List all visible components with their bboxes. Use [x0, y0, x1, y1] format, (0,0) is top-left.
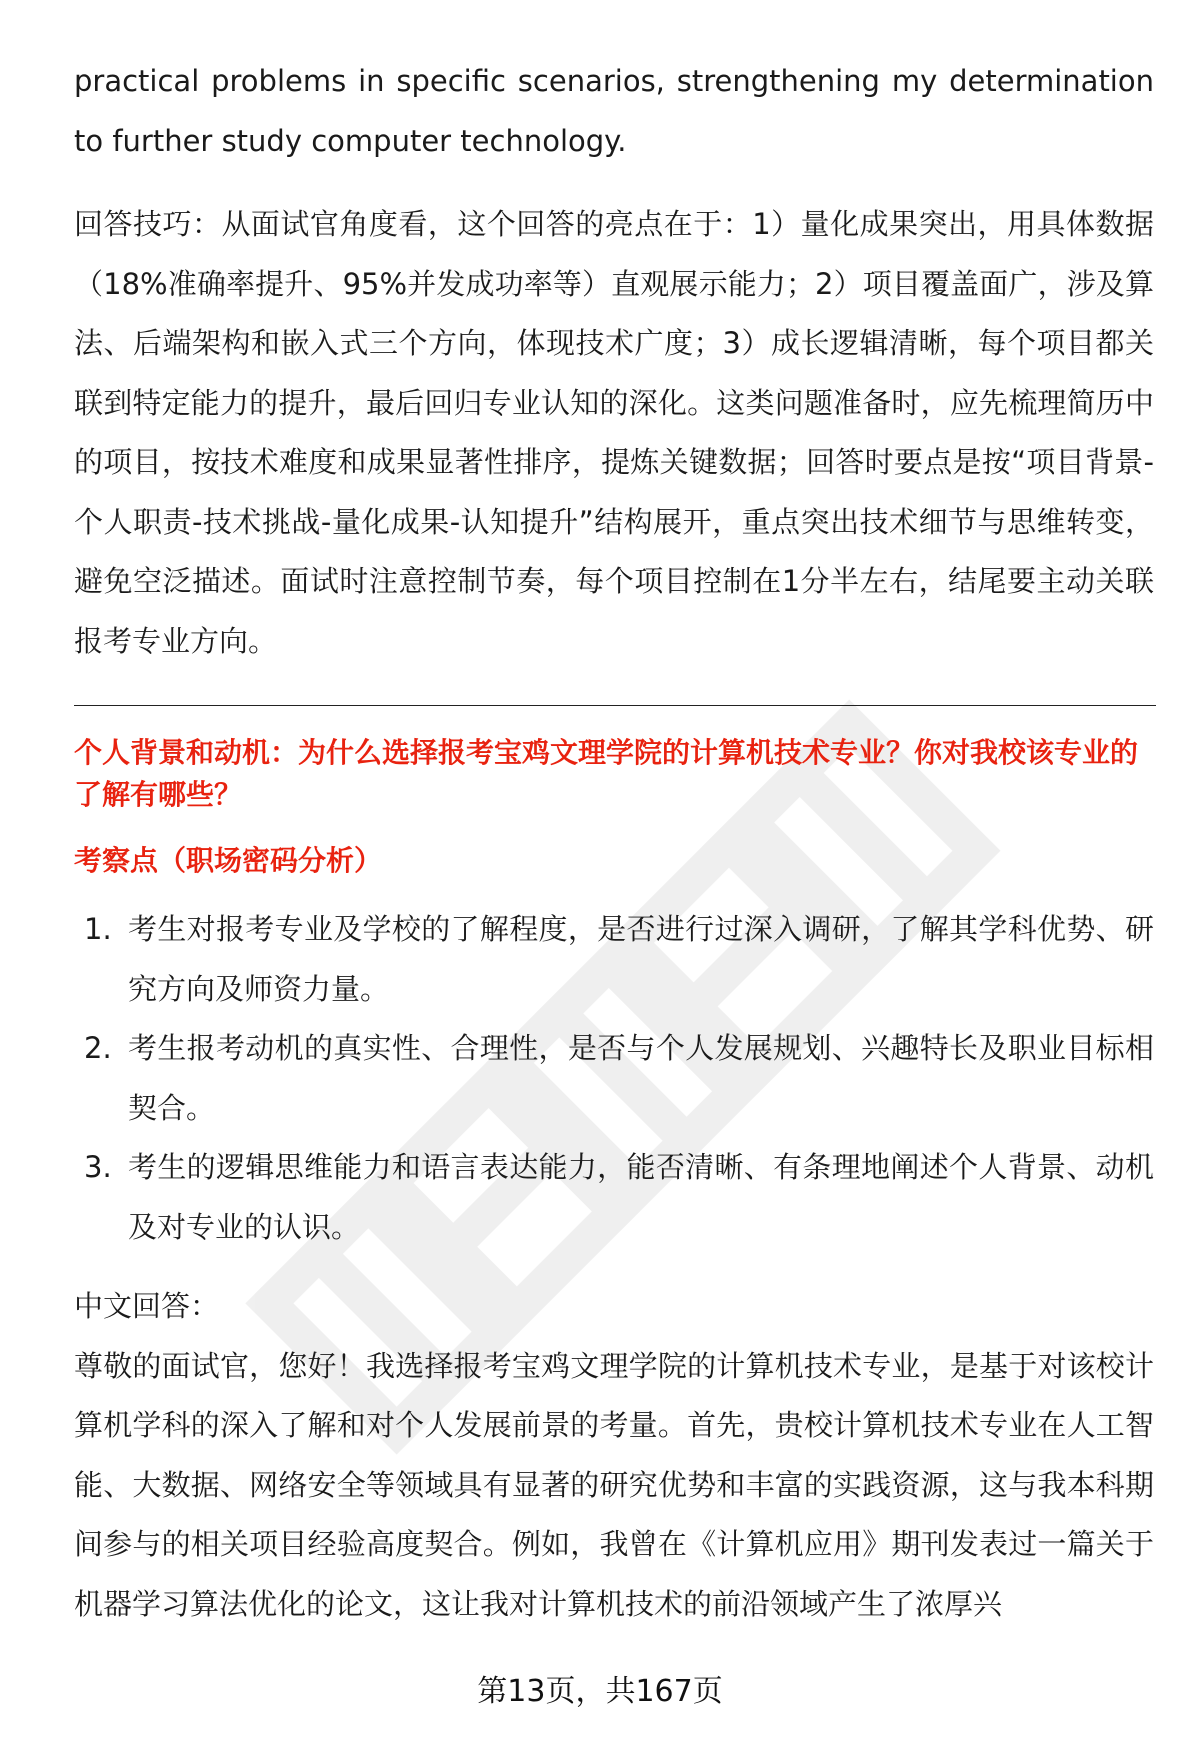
list-item — [74, 1019, 1154, 1138]
list-item-number: 2. — [84, 1031, 112, 1065]
analysis-title: 考察点（职场密码分析） — [74, 844, 383, 877]
list-item-number: 3. — [84, 1150, 112, 1184]
tips-text: 从面试官角度看，这个回答的亮点在于：1）量化成果突出，用具体数据（18%准确率提升、95%并发成功率等）直观展示能力；2）项目覆盖面广，涉及算法、后端架构和嵌入式三个方向，体现技术广度；3）成长逻辑清晰，每个项目都关联到特定能力的提升，最后回归专业认知的深化。这类问题准备时，应先梳理简历中的项目，按技术难度和成果显著性排序，提炼关键数据；回答时要点是按“项目背景-个人职责-技术挑战-量化成果-认知提升”结构展开，重点突出技术细节与思维转变，避免空泛描述。面试时注意控制节奏，每个项目控制在1分半左右，结尾要主动关联报考专业方向。 — [74, 207, 1154, 658]
page-footer: 第13页，共167页 — [477, 1674, 723, 1709]
list-item-text: 考生的逻辑思维能力和语言表达能力，能否清晰、有条理地阐述个人背景、动机及对专业的认识。 — [128, 1150, 1154, 1244]
list-item — [74, 900, 1154, 1019]
question-title: 个人背景和动机：为什么选择报考宝鸡文理学院的计算机技术专业？你对我校该专业的了解有哪些？ — [74, 736, 1139, 811]
list-item-text: 考生报考动机的真实性、合理性，是否与个人发展规划、兴趣特长及职业目标相契合。 — [128, 1031, 1154, 1125]
tips-paragraph — [74, 195, 1154, 671]
list-item — [74, 1138, 1154, 1257]
answer-label: 中文回答： — [74, 1289, 220, 1323]
list-item-text: 考生对报考专业及学校的了解程度，是否进行过深入调研，了解其学科优势、研究方向及师资力量。 — [128, 912, 1154, 1006]
document-page — [74, 52, 1154, 1634]
answer-paragraph: 尊敬的面试官，您好！我选择报考宝鸡文理学院的计算机技术专业，是基于对该校计算机学科的深入了解和对个人发展前景的考量。首先，贵校计算机技术专业在人工智能、大数据、网络安全等领域具有显著的研究优势和丰富的实践资源，这与我本科期间参与的相关项目经验高度契合。例如，我曾在《计算机应用》期刊发表过一篇关于机器学习算法优化的论文，这让我对计算机技术的前沿领域产生了浓厚兴 — [74, 1348, 1154, 1621]
section-divider — [74, 705, 1156, 706]
list-item-number: 1. — [84, 912, 112, 946]
intro-paragraph: practical problems in specific scenarios, strengthening my determination to further study computer technology. — [74, 64, 1154, 158]
tips-label: 回答技巧： — [74, 207, 222, 241]
analysis-points-list — [74, 900, 1154, 1257]
